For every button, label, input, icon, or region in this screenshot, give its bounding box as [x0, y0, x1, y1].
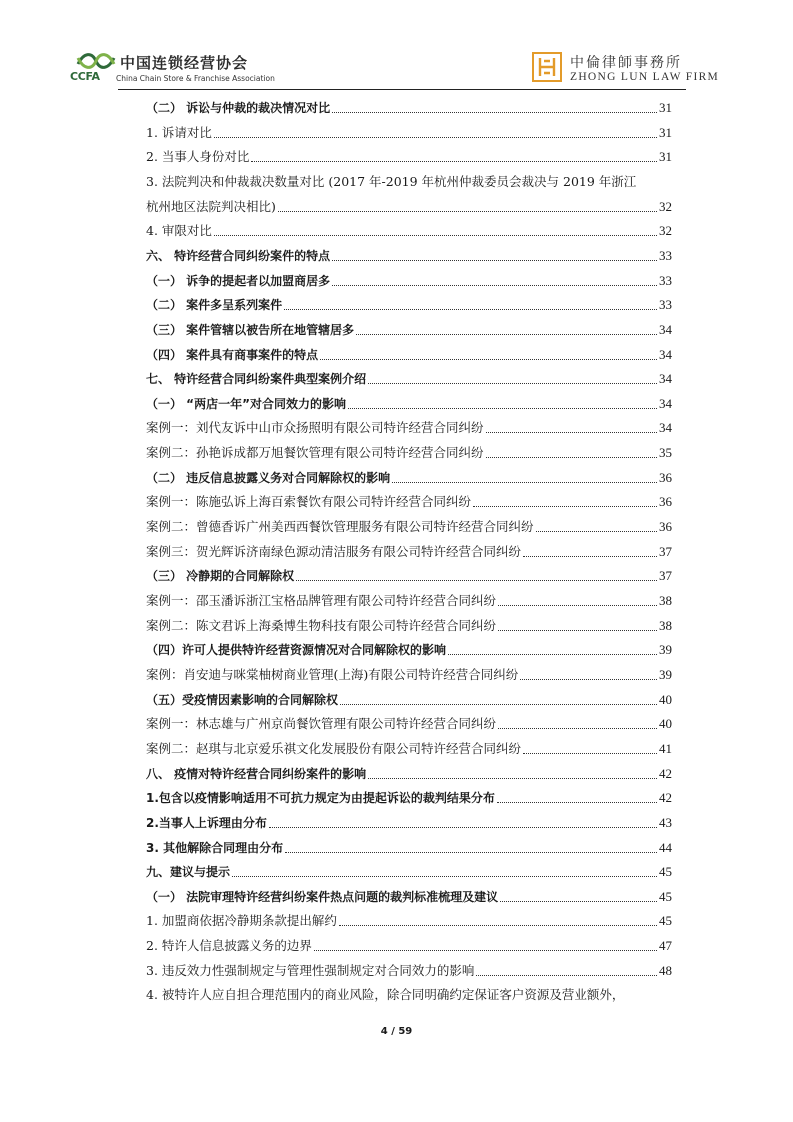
toc-dot-leader: [332, 285, 657, 286]
toc-entry[interactable]: [146, 614, 672, 634]
toc-entry-page: 43: [659, 814, 672, 830]
zhonglun-name-cn: 中倫律師事務所: [570, 55, 682, 71]
toc-entry-label: 案例一：刘代友诉中山市众扬照明有限公司特许经营合同纠纷: [146, 420, 484, 436]
toc-entry-label: 案例二：陈文君诉上海桑博生物科技有限公司特许经营合同纠纷: [146, 617, 497, 633]
ccfa-logo-text: CCFA: [70, 70, 100, 83]
toc-entry-label: （二） 案件多呈系列案件: [146, 298, 283, 313]
toc-entry-page: 33: [659, 297, 672, 313]
toc-entry-page: 44: [659, 839, 672, 855]
toc-entry-page: 35: [659, 445, 672, 461]
toc-entry[interactable]: [146, 269, 672, 289]
toc-dot-leader: [523, 556, 657, 557]
toc-entry[interactable]: [146, 885, 672, 905]
toc-entry[interactable]: [146, 663, 672, 683]
ccfa-emblem-icon: [74, 50, 116, 72]
toc-entry-label: 案例二：孙艳诉成都万旭餐饮管理有限公司特许经营合同纠纷: [146, 445, 484, 461]
toc-entry[interactable]: [146, 195, 672, 215]
toc-dot-leader: [368, 778, 657, 779]
toc-dot-leader: [536, 531, 657, 532]
toc-entry[interactable]: [146, 490, 672, 510]
toc-entry[interactable]: [146, 367, 672, 387]
toc-entry-label: 七、 特许经营合同纠纷案件典型案例介绍: [146, 372, 367, 387]
toc-entry[interactable]: [146, 688, 672, 708]
toc-dot-leader: [284, 309, 657, 310]
toc-entry-label: 3. 其他解除合同理由分布: [146, 840, 284, 855]
toc-entry[interactable]: [146, 786, 672, 806]
toc-entry-page: 31: [659, 124, 672, 140]
toc-entry-label: 案例二：曾德香诉广州美西西餐饮管理服务有限公司特许经营合同纠纷: [146, 519, 534, 535]
toc-entry-page: 32: [659, 198, 672, 214]
zhonglun-logo: [532, 50, 722, 86]
toc-entry-label: 案例二：赵琪与北京爱乐祺文化发展股份有限公司特许经营合同纠纷: [146, 740, 522, 756]
toc-dot-leader: [486, 457, 657, 458]
toc-entry[interactable]: [146, 909, 672, 929]
toc-entry-label: （五）受疫情因素影响的合同解除权: [146, 692, 339, 707]
toc-entry-page: 34: [659, 371, 672, 387]
toc-dot-leader: [448, 654, 657, 655]
toc-entry[interactable]: [146, 860, 672, 880]
toc-entry-page: 45: [659, 913, 672, 929]
toc-entry[interactable]: [146, 96, 672, 116]
toc-entry-page: 33: [659, 272, 672, 288]
page-number: 4 / 59: [380, 1026, 413, 1037]
toc-entry-page: 40: [659, 691, 672, 707]
toc-dot-leader: [497, 802, 657, 803]
toc-entry-page: 42: [659, 765, 672, 781]
toc-dot-leader: [392, 482, 657, 483]
toc-entry[interactable]: [146, 515, 672, 535]
toc-entry[interactable]: [146, 170, 672, 190]
toc-dot-leader: [473, 506, 657, 507]
toc-entry-label: 4. 审限对比: [146, 223, 212, 239]
zhonglun-emblem-icon: [532, 52, 562, 82]
toc-entry-page: 33: [659, 247, 672, 263]
toc-dot-leader: [476, 975, 657, 976]
toc-entry-page: 34: [659, 395, 672, 411]
toc-entry-page: 45: [659, 888, 672, 904]
toc-entry-page: 41: [659, 740, 672, 756]
ccfa-org-name-en: China Chain Store & Franchise Association: [116, 74, 275, 83]
toc-entry-page: 40: [659, 716, 672, 732]
toc-dot-leader: [500, 901, 657, 902]
toc-entry-label: （二） 诉讼与仲裁的裁决情况对比: [146, 101, 331, 115]
toc-entry-page: 37: [659, 568, 672, 584]
toc-entry[interactable]: [146, 737, 672, 757]
toc-entry[interactable]: [146, 564, 672, 584]
toc-entry[interactable]: [146, 318, 672, 338]
toc-entry[interactable]: [146, 121, 672, 141]
toc-entry[interactable]: [146, 219, 672, 239]
toc-dot-leader: [296, 580, 657, 581]
toc-dot-leader: [332, 260, 657, 261]
toc-entry-label: （一） 诉争的提起者以加盟商居多: [146, 273, 331, 288]
toc-dot-leader: [251, 161, 657, 162]
toc-entry-page: 39: [659, 666, 672, 682]
toc-entry-label: 案例一：林志雄与广州京尚餐饮管理有限公司特许经营合同纠纷: [146, 716, 497, 732]
toc-dot-leader: [214, 137, 657, 138]
toc-entry[interactable]: [146, 392, 672, 412]
toc-entry-page: 47: [659, 938, 672, 954]
toc-entry-label: 4. 被特许人应自担合理范围内的商业风险，除合同明确约定保证客户资源及营业额外，: [146, 987, 625, 1003]
toc-dot-leader: [269, 827, 657, 828]
toc-dot-leader: [486, 432, 657, 433]
toc-entry-page: 32: [659, 223, 672, 239]
toc-entry-label: 2. 当事人身份对比: [146, 149, 250, 165]
toc-entry-label: 案例三：贺光辉诉济南绿色源动清洁服务有限公司特许经营合同纠纷: [146, 543, 522, 559]
toc-entry[interactable]: [146, 416, 672, 436]
toc-entry[interactable]: [146, 244, 672, 264]
toc-entry-label: （三） 案件管辖以被告所在地管辖居多: [146, 322, 355, 337]
toc-entry-page: 38: [659, 593, 672, 608]
toc-entry-label: 八、 疫情对特许经营合同纠纷案件的影响: [146, 766, 367, 781]
toc-entry-label: 1.包含以疫情影响适用不可抗力规定为由提起诉讼的裁判结果分布: [146, 791, 495, 806]
toc-entry-label: 3. 法院判决和仲裁裁决数量对比 (2017 年-2019 年杭州仲裁委员会裁决与 2019 年浙江: [146, 173, 637, 189]
header-divider: [118, 89, 686, 90]
toc-entry[interactable]: [146, 145, 672, 165]
toc-entry[interactable]: [146, 589, 672, 609]
toc-dot-leader: [214, 235, 657, 236]
toc-dot-leader: [339, 925, 657, 926]
toc-dot-leader: [320, 359, 657, 360]
toc-dot-leader: [523, 753, 657, 754]
toc-entry[interactable]: [146, 293, 672, 313]
toc-dot-leader: [498, 630, 657, 631]
toc-entry-label: 案例：肖安迪与咪棠柚树商业管理(上海)有限公司特许经营合同纠纷: [146, 666, 519, 682]
toc-entry-label: （一） “两店一年”对合同效力的影响: [146, 396, 346, 411]
toc-dot-leader: [348, 408, 657, 409]
toc-entry[interactable]: [146, 712, 672, 732]
toc-entry-label: （二） 违反信息披露义务对合同解除权的影响: [146, 470, 391, 485]
toc-entry[interactable]: [146, 441, 672, 461]
toc-entry[interactable]: [146, 811, 672, 831]
toc-entry-page: 36: [659, 494, 672, 510]
toc-entry[interactable]: [146, 934, 672, 954]
toc-entry[interactable]: [146, 836, 672, 856]
toc-entry-label: 1. 加盟商依据冷静期条款提出解约: [146, 913, 337, 929]
toc-dot-leader: [278, 211, 657, 212]
toc-entry-page: 48: [659, 962, 672, 978]
toc-dot-leader: [340, 704, 657, 705]
toc-entry[interactable]: [146, 540, 672, 560]
toc-entry-label: 杭州地区法院判决相比): [146, 198, 276, 214]
toc-entry-label: 2.当事人上诉理由分布: [146, 815, 267, 830]
toc-dot-leader: [498, 728, 657, 729]
toc-entry-page: 36: [659, 469, 672, 485]
toc-entry-label: （一） 法院审理特许经营纠纷案件热点问题的裁判标准梳理及建议: [146, 889, 499, 904]
toc-dot-leader: [520, 679, 657, 680]
toc-entry-label: 2. 特许人信息披露义务的边界: [146, 938, 312, 954]
toc-entry-page: 34: [659, 346, 672, 362]
toc-dot-leader: [368, 383, 657, 384]
toc-entry[interactable]: [146, 983, 672, 1003]
ccfa-logo: [70, 48, 275, 86]
toc-entry-label: 六、 特许经营合同纠纷案件的特点: [146, 248, 331, 263]
toc-entry-label: 3. 违反效力性强制规定与管理性强制规定对合同效力的影响: [146, 962, 475, 978]
toc-entry-page: 45: [659, 864, 672, 880]
toc-entry-label: （四）许可人提供特许经营资源情况对合同解除权的影响: [146, 643, 447, 658]
toc-entry-label: 九、建议与提示: [146, 865, 231, 880]
toc-entry[interactable]: [146, 959, 672, 979]
toc-entry-page: 34: [659, 420, 672, 436]
toc-entry-label: 1. 诉请对比: [146, 124, 212, 140]
toc-dot-leader: [285, 852, 657, 853]
toc-dot-leader: [498, 605, 657, 606]
toc-entry-page: 31: [659, 100, 672, 115]
toc-dot-leader: [314, 950, 657, 951]
toc-entry-label: （四） 案件具有商事案件的特点: [146, 347, 319, 362]
zhonglun-name-en: ZHONG LUN LAW FIRM: [570, 71, 720, 83]
page-header: [70, 48, 720, 86]
toc-entry-page: 42: [659, 790, 672, 806]
toc-entry[interactable]: [146, 343, 672, 363]
toc-dot-leader: [356, 334, 657, 335]
toc-entry-label: 案例一：邵玉潘诉浙江宝格品牌管理有限公司特许经营合同纠纷: [146, 593, 497, 608]
toc-entry-page: 34: [659, 321, 672, 337]
toc-entry-label: （三） 冷静期的合同解除权: [146, 569, 295, 584]
toc-entry-page: 36: [659, 519, 672, 535]
toc-entry-page: 39: [659, 642, 672, 658]
toc-entry[interactable]: [146, 466, 672, 486]
toc-dot-leader: [232, 876, 657, 877]
toc-entry-label: 案例一：陈施弘诉上海百索餐饮有限公司特许经营合同纠纷: [146, 494, 472, 510]
ccfa-org-name-cn: 中国连锁经营协会: [120, 54, 249, 72]
toc-entry-page: 37: [659, 543, 672, 559]
toc-dot-leader: [332, 112, 657, 113]
toc-entry[interactable]: [146, 762, 672, 782]
toc-entry-page: 38: [659, 617, 672, 633]
toc-entry-page: 31: [659, 149, 672, 165]
toc-entry[interactable]: [146, 638, 672, 658]
